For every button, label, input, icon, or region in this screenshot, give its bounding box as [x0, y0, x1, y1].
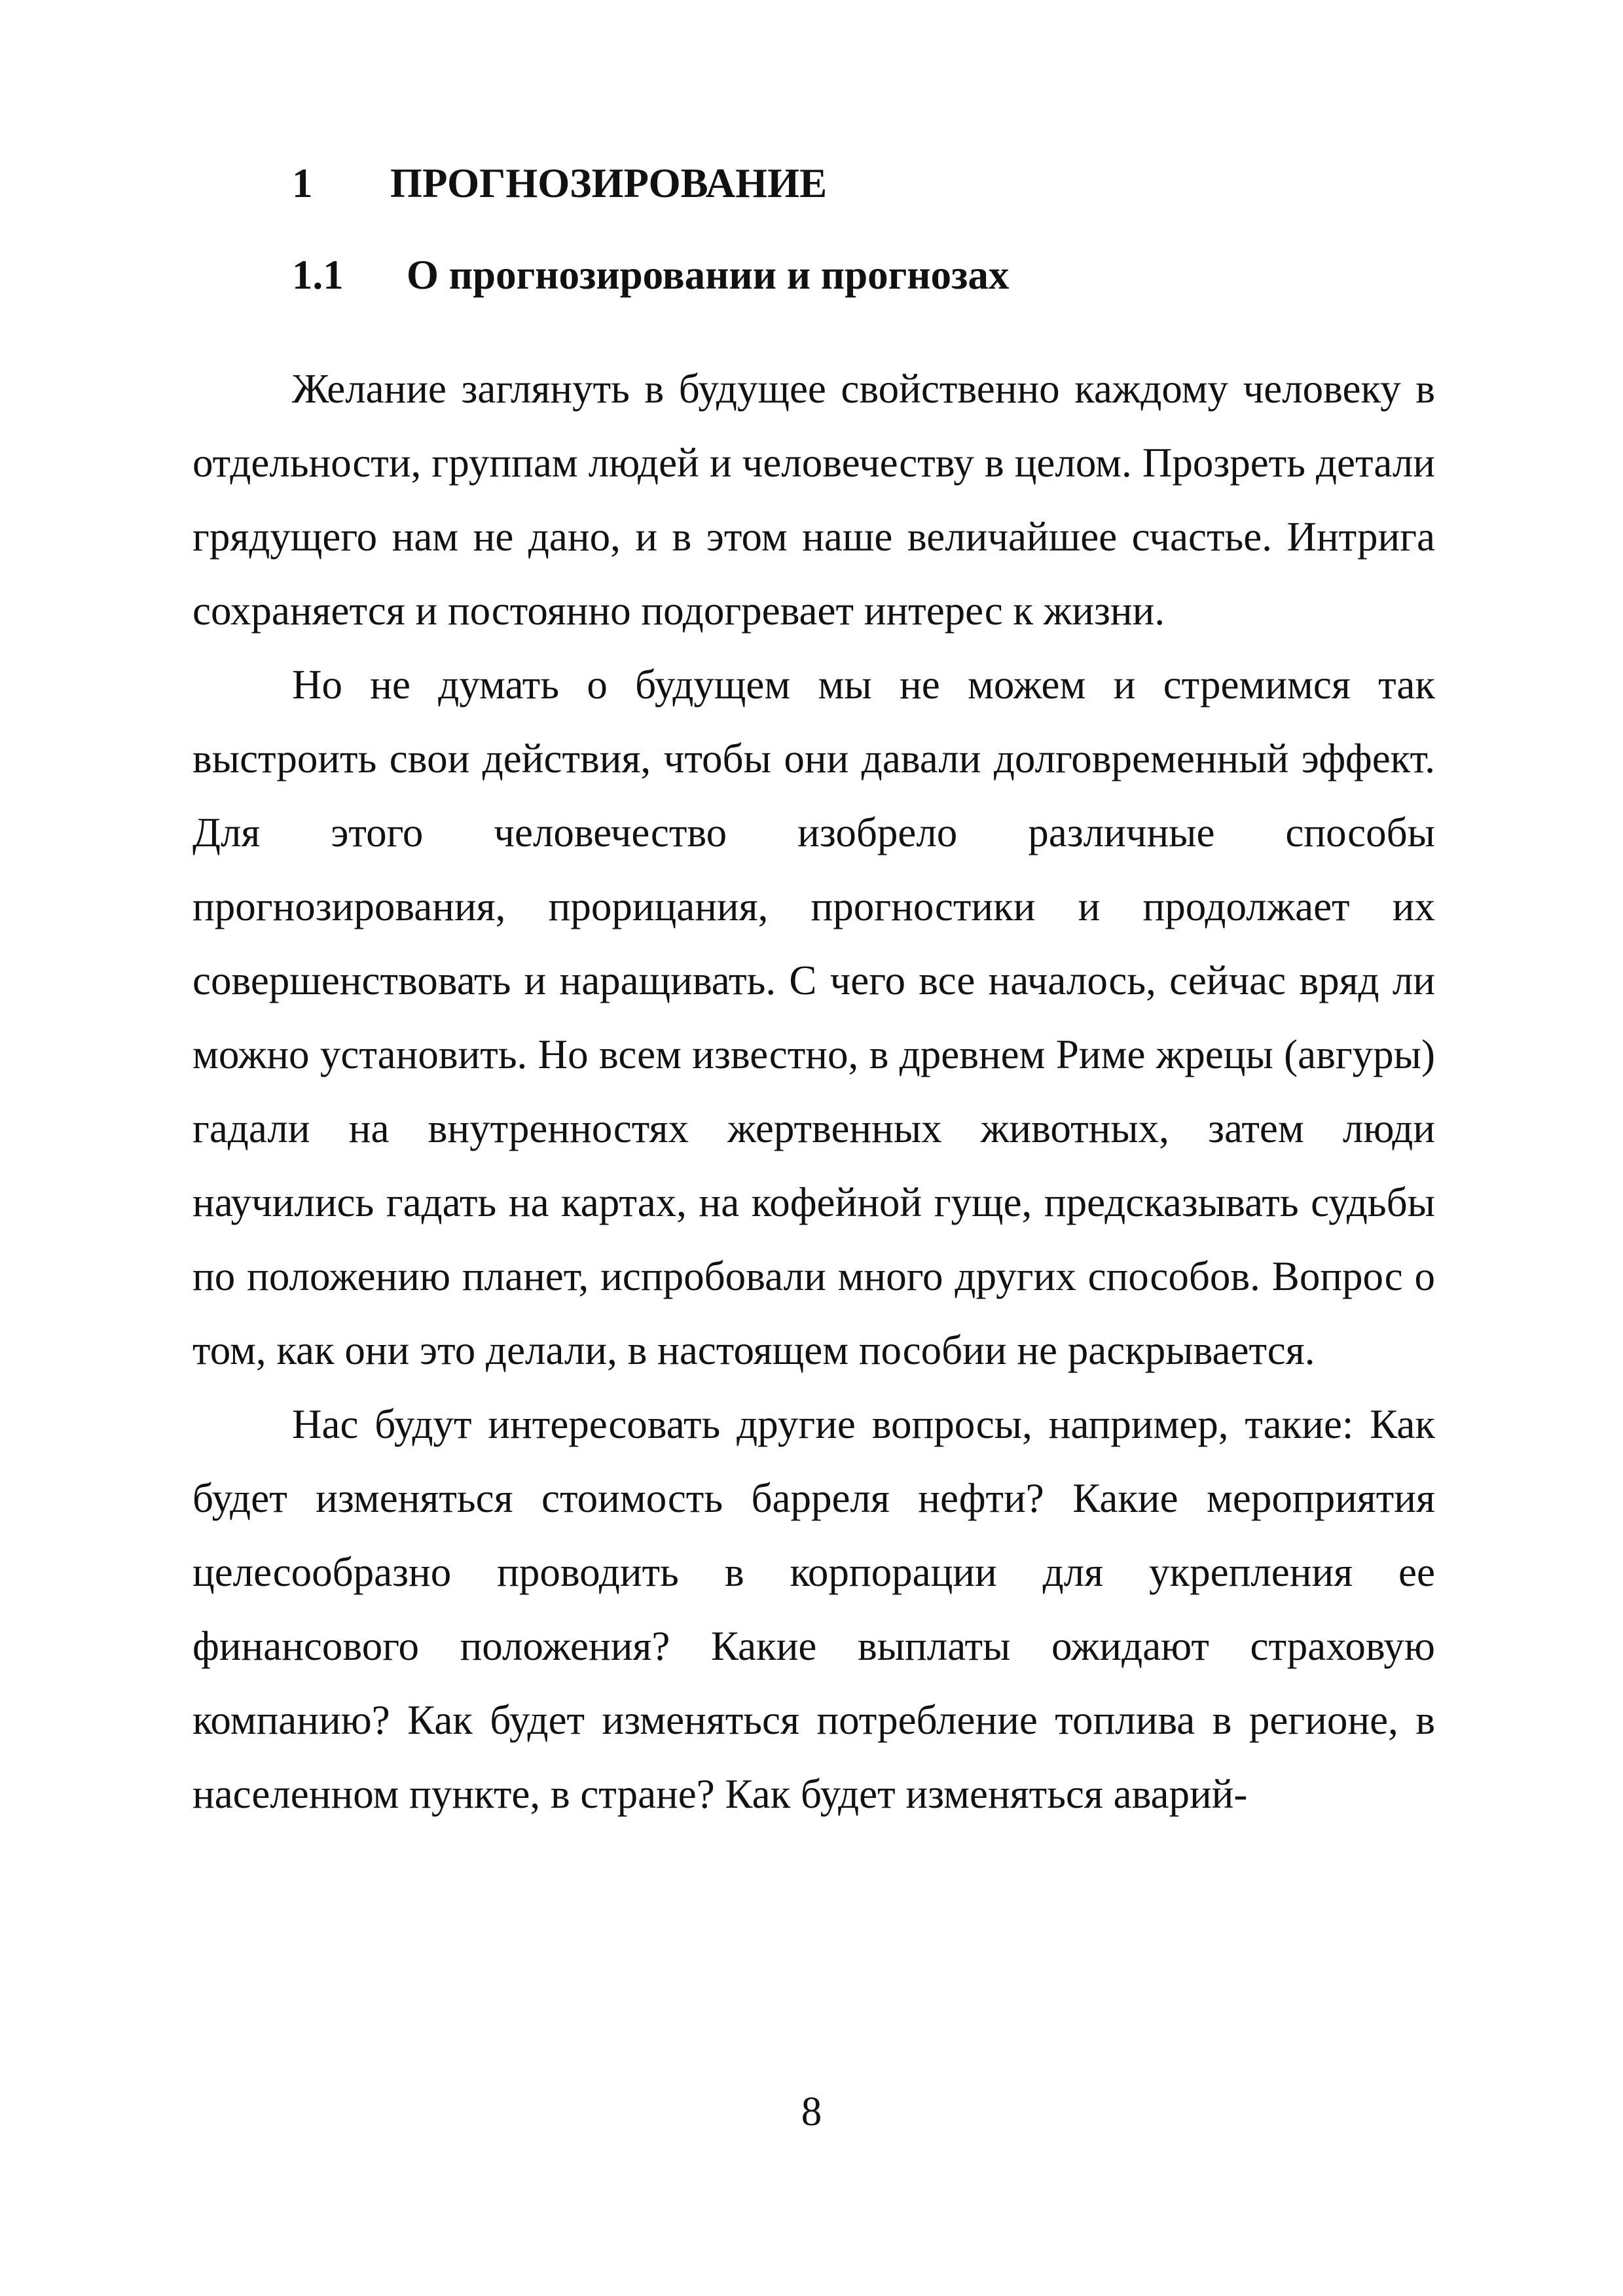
- paragraph: Но не думать о будущем мы не можем и стремимся так выстроить свои действия, чтобы они давали долговременный эффект. Для этого человечество изобрело различные способы прогнозирования, прорицания, прогностики и продолжает их совершенствовать и наращивать. С чего все началось, сейчас вряд ли можно установить. Но всем известно, в древнем Риме жрецы (авгуры) гадали на внутренностях жертвенных животных, затем люди научились гадать на картах, на кофейной гуще, предсказывать судьбы по положению планет, испробовали много других способов. Вопрос о том, как они это делали, в настоящем пособии не раскрывается.: [192, 662, 1435, 1373]
- body-text: [192, 352, 1435, 1831]
- page-number: 8: [801, 2089, 822, 2134]
- paragraph: Нас будут интересовать другие вопросы, например, такие: Как будет изменяться стоимость барреля нефти? Какие мероприятия целесообразно проводить в корпорации для укрепления ее финансового положения? Какие выплаты ожидают страховую компанию? Как будет изменяться потребление топлива в регионе, в населенном пункте, в стране? Как будет изменяться аварий-: [192, 1401, 1435, 1817]
- section-number: 1.1: [292, 252, 344, 298]
- section-heading: [292, 242, 1009, 308]
- chapter-title: ПРОГНОЗИРОВАНИЕ: [390, 160, 828, 206]
- chapter-number: 1: [292, 160, 313, 206]
- paragraph: Желание заглянуть в будущее свойственно каждому человеку в отдельности, группам людей и человечеству в целом. Прозреть детали грядущего нам не дано, и в этом наше величайшее счастье. Интрига сохраняется и постоянно подогревает интерес к жизни.: [192, 366, 1435, 634]
- section-title: О прогнозировании и прогнозах: [407, 252, 1010, 298]
- chapter-heading: [292, 151, 827, 216]
